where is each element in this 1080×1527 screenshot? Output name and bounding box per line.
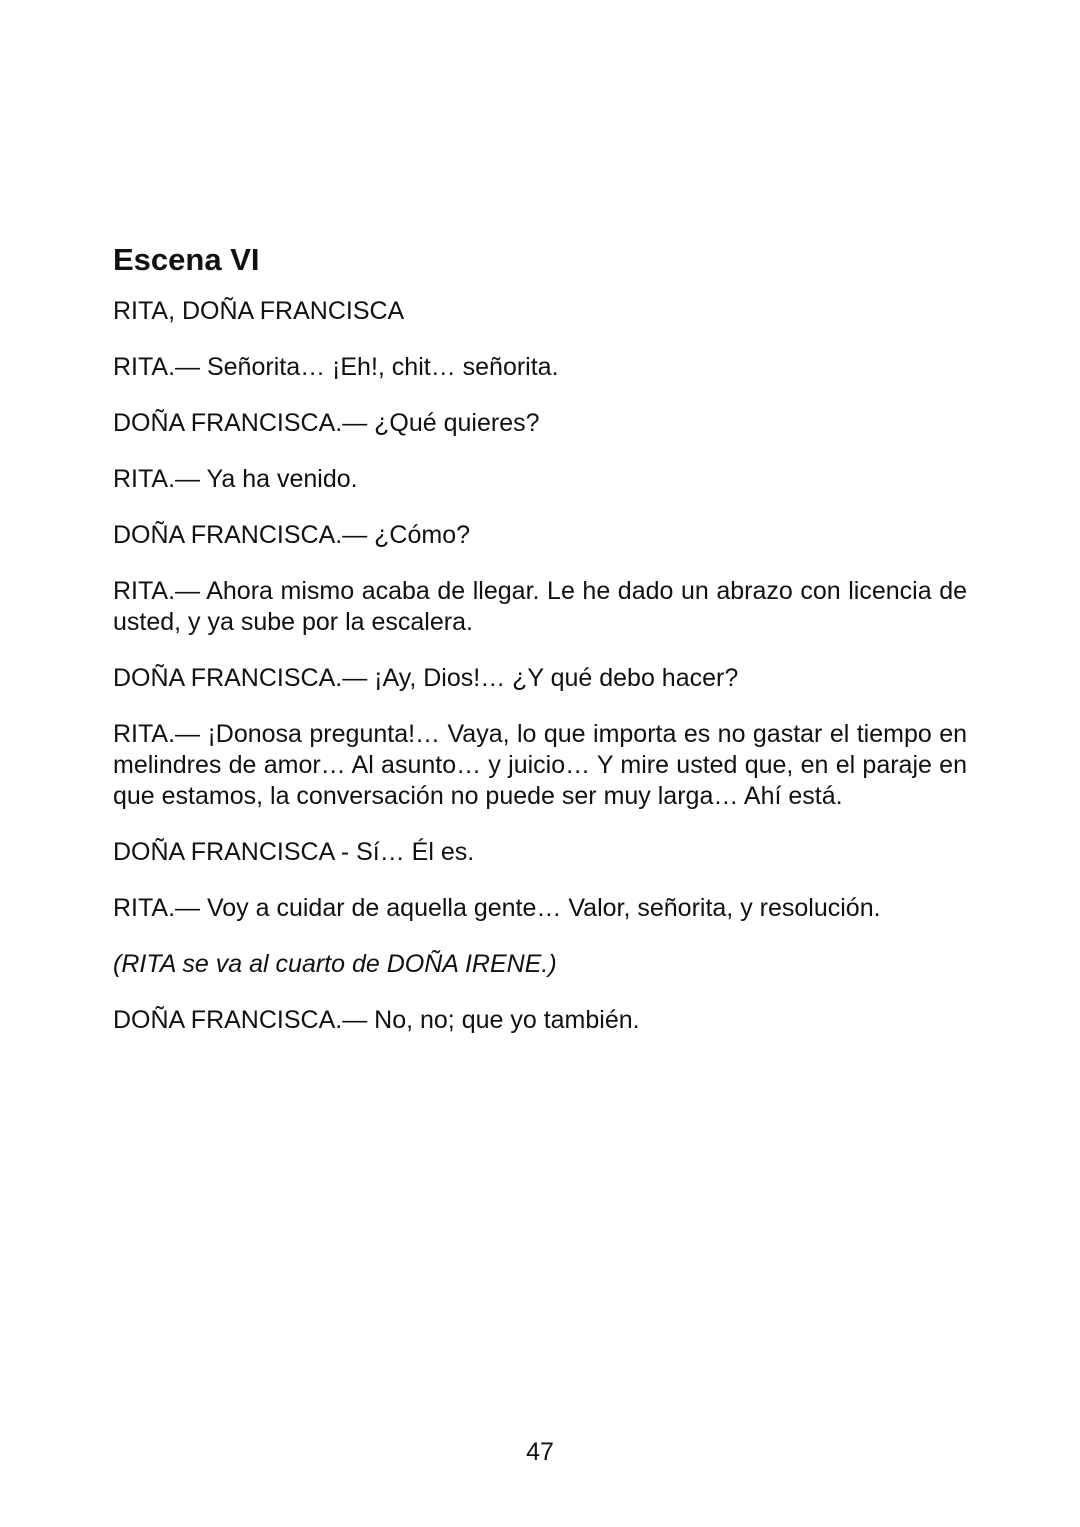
dialogue-line: DOÑA FRANCISCA.— ¡Ay, Dios!… ¿Y qué debo hacer? — [113, 664, 739, 692]
dialogue-line: DOÑA FRANCISCA.— ¿Qué quieres? — [113, 409, 540, 437]
stage-direction: (RITA se va al cuarto de DOÑA IRENE.) — [113, 950, 557, 978]
document-page — [113, 240, 967, 1061]
dialogue-line: DOÑA FRANCISCA.— ¿Cómo? — [113, 521, 471, 549]
scene-title: Escena VI — [113, 242, 260, 277]
dialogue-line: DOÑA FRANCISCA.— No, no; que yo también. — [113, 1006, 640, 1034]
dialogue-line: RITA.— ¡Donosa pregunta!… Vaya, lo que importa es no gastar el tiempo en melindres de amor… Al asunto… y juicio… Y mire usted que, en el paraje en que estamos, la conversación no puede ser muy larga… Ahí está. — [113, 720, 967, 810]
dialogue-line: RITA.— Señorita… ¡Eh!, chit… señorita. — [113, 353, 559, 381]
page-number: 47 — [526, 1438, 554, 1466]
characters-list: RITA, DOÑA FRANCISCA — [113, 297, 405, 325]
dialogue-line: RITA.— Voy a cuidar de aquella gente… Valor, señorita, y resolución. — [113, 894, 881, 922]
dialogue-line: RITA.— Ya ha venido. — [113, 465, 358, 493]
dialogue-line: RITA.— Ahora mismo acaba de llegar. Le he dado un abrazo con licencia de usted, y ya sube por la escalera. — [113, 577, 967, 636]
dialogue-line: DOÑA FRANCISCA - Sí… Él es. — [113, 838, 475, 866]
